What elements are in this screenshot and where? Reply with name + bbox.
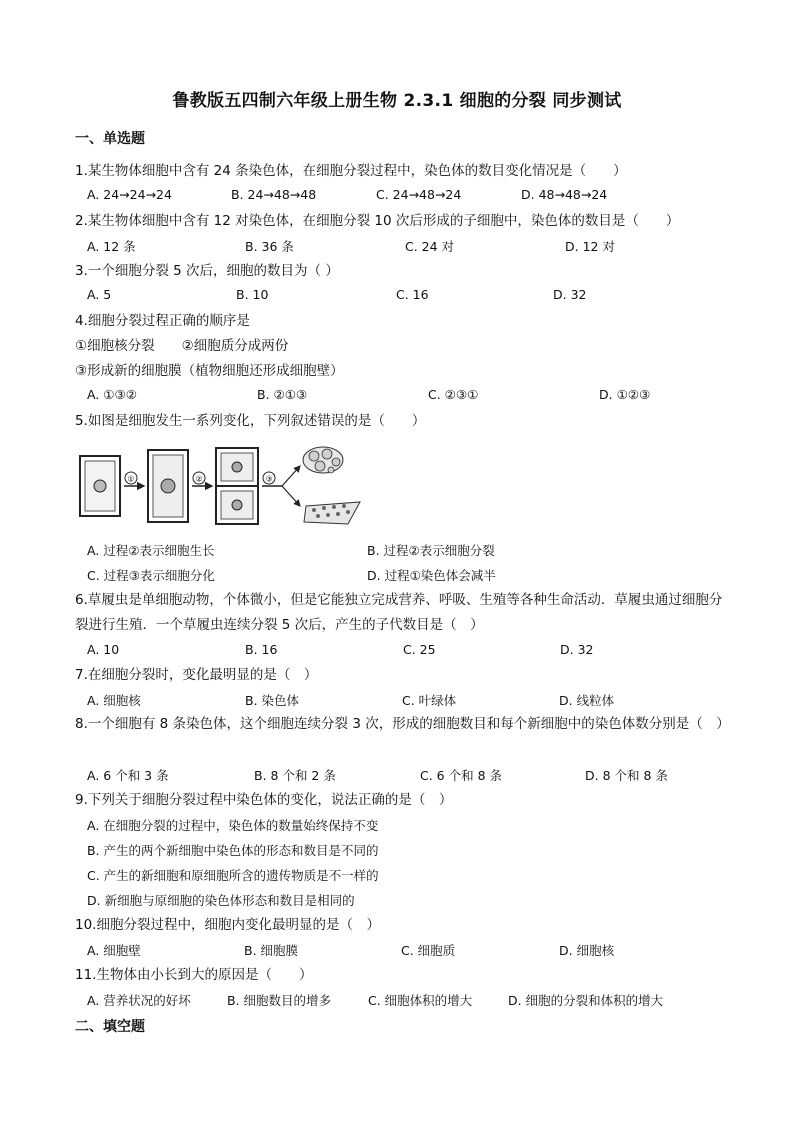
option-b[interactable]: B. 染色体 (245, 693, 300, 708)
question-9-option-row (87, 866, 737, 884)
option-c[interactable]: C. 6 个和 8 条 (420, 768, 503, 783)
question-3-stem: 3.一个细胞分裂 5 次后，细胞的数目为（ ） (75, 263, 339, 279)
option-b[interactable]: B. 16 (245, 642, 278, 657)
option-a[interactable]: A. 过程②表示细胞生长 (87, 543, 215, 558)
option-a[interactable]: A. 10 (87, 642, 120, 657)
question-4-step-line: ①细胞核分裂 ②细胞质分成两份 (75, 338, 289, 354)
cell-stage-3 (216, 448, 258, 524)
question-9-option-row (87, 891, 737, 909)
cell-stage-1 (80, 456, 120, 516)
option-a[interactable]: A. 细胞壁 (87, 943, 141, 958)
option-d[interactable]: D. 细胞的分裂和体积的增大 (508, 993, 664, 1008)
question-9-stem: 9.下列关于细胞分裂过程中染色体的变化，说法正确的是（ ） (75, 792, 453, 808)
question-3-options (87, 287, 737, 305)
question-4-step-line: ③形成新的细胞膜（植物细胞还形成细胞壁） (75, 363, 344, 379)
option-d[interactable]: D. 细胞核 (559, 943, 615, 958)
option-a[interactable]: A. 细胞核 (87, 693, 141, 708)
option-b[interactable]: B. 36 条 (245, 239, 294, 254)
option-c[interactable]: C. 产生的新细胞和原细胞所含的遗传物质是不一样的 (87, 868, 379, 883)
option-a[interactable]: A. 营养状况的好坏 (87, 993, 191, 1008)
option-d[interactable]: D. ①②③ (599, 387, 651, 402)
question-5-options-row-1 (87, 541, 737, 559)
question-10-stem: 10.细胞分裂过程中，细胞内变化最明显的是（ ） (75, 917, 380, 933)
option-d[interactable]: D. 8 个和 8 条 (585, 768, 668, 783)
question-9-option-row (87, 816, 737, 834)
option-c[interactable]: C. 细胞质 (401, 943, 456, 958)
section-heading-fill-in: 二、填空题 (75, 1019, 145, 1035)
option-b[interactable]: B. 细胞膜 (244, 943, 299, 958)
option-b[interactable]: B. 产生的两个新细胞中染色体的形态和数目是不同的 (87, 843, 379, 858)
option-b[interactable]: B. ②①③ (257, 387, 308, 402)
question-4-stem: 4.细胞分裂过程正确的顺序是 (75, 313, 250, 329)
option-a[interactable]: A. 5 (87, 287, 112, 302)
question-1-options (87, 187, 737, 205)
option-c[interactable]: C. 叶绿体 (402, 693, 457, 708)
question-9-option-row (87, 841, 737, 859)
question-8-options (87, 766, 737, 784)
option-b[interactable]: B. 过程②表示细胞分裂 (367, 543, 495, 558)
cell-stage-2 (148, 450, 188, 522)
option-d[interactable]: D. 48→48→24 (521, 187, 608, 202)
option-d[interactable]: D. 线粒体 (559, 693, 615, 708)
step-3-label: ③ (265, 474, 273, 484)
option-b[interactable]: B. 10 (236, 287, 269, 302)
page-title: 鲁教版五四制六年级上册生物 2.3.1 细胞的分裂 同步测试 (172, 91, 622, 111)
option-a[interactable]: A. 12 条 (87, 239, 136, 254)
option-b[interactable]: B. 8 个和 2 条 (254, 768, 336, 783)
option-b[interactable]: B. 24→48→48 (231, 187, 317, 202)
option-a[interactable]: A. 24→24→24 (87, 187, 172, 202)
option-a[interactable]: A. ①③② (87, 387, 137, 402)
question-5-stem: 5.如图是细胞发生一系列变化，下列叙述错误的是（ ） (75, 413, 426, 429)
option-c[interactable]: C. 24 对 (405, 239, 455, 254)
option-d[interactable]: D. 12 对 (565, 239, 615, 254)
option-c[interactable]: C. 24→48→24 (376, 187, 462, 202)
option-d[interactable]: D. 过程①染色体会减半 (367, 568, 496, 583)
option-d[interactable]: D. 新细胞与原细胞的染色体形态和数目是相同的 (87, 893, 355, 908)
question-4-options (87, 387, 737, 405)
question-2-options (87, 237, 737, 255)
option-c[interactable]: C. ②③① (428, 387, 479, 402)
step-2-label: ② (195, 474, 203, 484)
step-1-label: ① (127, 474, 135, 484)
question-10-options (87, 941, 737, 959)
question-1-stem: 1.某生物体细胞中含有 24 条染色体，在细胞分裂过程中，染色体的数目变化情况是（ ） (75, 163, 627, 179)
option-c[interactable]: C. 细胞体积的增大 (368, 993, 473, 1008)
section-heading-single-choice: 一、单选题 (75, 131, 145, 147)
cell-division-diagram (78, 444, 368, 528)
option-a[interactable]: A. 6 个和 3 条 (87, 768, 169, 783)
option-c[interactable]: C. 25 (403, 642, 436, 657)
option-a[interactable]: A. 在细胞分裂的过程中，染色体的数量始终保持不变 (87, 818, 379, 833)
question-6-stem: 6.草履虫是单细胞动物，个体微小，但是它能独立完成营养、呼吸、生殖等各种生命活动．草履虫通过细胞分裂进行生殖．一个草履虫连续分裂 5 次后，产生的子代数目是（ ） (75, 592, 723, 633)
question-2-stem: 2.某生物体细胞中含有 12 对染色体，在细胞分裂 10 次后形成的子细胞中，染色体的数目是（ ） (75, 213, 680, 229)
tissue-sheet-lower (304, 502, 360, 524)
question-11-options (87, 991, 737, 1009)
tissue-cluster-upper (303, 447, 343, 473)
option-c[interactable]: C. 16 (396, 287, 429, 302)
option-d[interactable]: D. 32 (553, 287, 587, 302)
question-6-options (87, 642, 737, 660)
question-7-options (87, 691, 737, 709)
option-b[interactable]: B. 细胞数目的增多 (227, 993, 332, 1008)
branch-arrow-upper (282, 466, 300, 486)
question-7-stem: 7.在细胞分裂时，变化最明显的是（ ） (75, 667, 318, 683)
branch-arrow-lower (282, 486, 300, 506)
option-c[interactable]: C. 过程③表示细胞分化 (87, 568, 215, 583)
question-11-stem: 11.生物体由小长到大的原因是（ ） (75, 967, 313, 983)
question-8-stem: 8.一个细胞有 8 条染色体，这个细胞连续分裂 3 次，形成的细胞数目和每个新细胞中的染色体数分别是（ ） (75, 716, 730, 732)
question-5-options-row-2 (87, 566, 737, 584)
option-d[interactable]: D. 32 (560, 642, 594, 657)
